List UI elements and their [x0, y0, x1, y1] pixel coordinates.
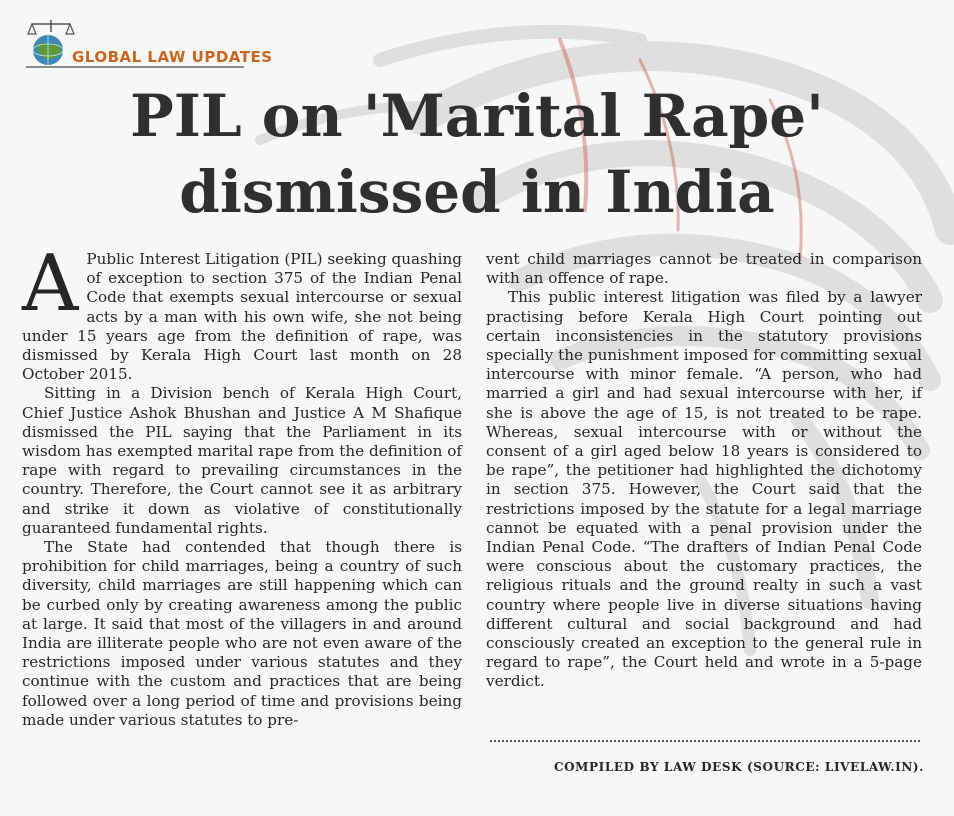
source-credit: COMPILED BY LAW DESK (SOURCE: LIVELAW.IN).: [553, 760, 924, 774]
article-paragraph-3: The State had contended that though there is prohibition for child marriages, being a country of such diversity, child marriages are still happening which can be curbed only by creating awareness among the public at large. It said that most of the villagers in and around India are illiterate people who are not even aware of the restrictions imposed under various statutes and they continue with the custom and practices that are being followed over a long period of time and provisions being made under various statutes to pre-: [22, 538, 462, 729]
headline-line-2: dismissed in India: [179, 158, 775, 226]
section-label: GLOBAL LAW UPDATES: [72, 48, 273, 66]
globe-scales-icon: [26, 18, 76, 68]
article-column-right: [486, 250, 922, 692]
article-paragraph-3-continued: vent child marriages cannot be treated in comparison with an offence of rape.: [486, 250, 922, 288]
article-paragraph-4: This public interest litigation was filed by a lawyer practising before Kerala High Court pointing out certain inconsistencies in the statutory provisions specially the punishment imposed for committing sexual intercourse with minor female. “A person, who had married a girl and had sexual intercourse with her, if she is above the age of 15, is not treated to be rape. Whereas, sexual intercourse with or without the consent of a girl aged below 18 years is considered to be rape”, the petitioner had highlighted the dichotomy in section 375. However, the Court said that the restrictions imposed by the statute for a legal marriage cannot be equated with a penal provision under the Indian Penal Code. “The drafters of Indian Penal Code were conscious about the customary practices, the religious rituals and the ground realty in such a vast country where people live in diverse situations having different cultural and social background and had consciously created an exception to the general rule in regard to rape”, the Court held and wrote in a 5-page verdict.: [486, 288, 922, 691]
section-header: [26, 18, 273, 68]
article-column-left: [22, 239, 462, 730]
headline-line-1: PIL on 'Marital Rape': [130, 82, 824, 150]
headline: [60, 78, 894, 230]
section-divider: [26, 66, 244, 68]
article-paragraph-2: Sitting in a Division bench of Kerala High Court, Chief Justice Ashok Bhushan and Justice A M Shafique dismissed the PIL saying that the Parliament in its wisdom has exempted marital rape from the definition of rape with regard to prevailing circumstances in the country. Therefore, the Court cannot see it as arbitrary and strike it down as violative of constitutionally guaranteed fundamental rights.: [22, 384, 462, 537]
article-paragraph-1: [22, 239, 462, 384]
drop-cap: A: [22, 239, 79, 329]
dotted-divider: [490, 740, 920, 742]
paragraph-1-text: Public Interest Litigation (PIL) seeking quashing of exception to section 375 of the Indian Penal Code that exempts sexual intercourse or sexual acts by a man with his own wife, she not being under 15 years age from the definition of rape, was dismissed by Kerala High Court last month on 28 October 2015.: [22, 250, 462, 384]
